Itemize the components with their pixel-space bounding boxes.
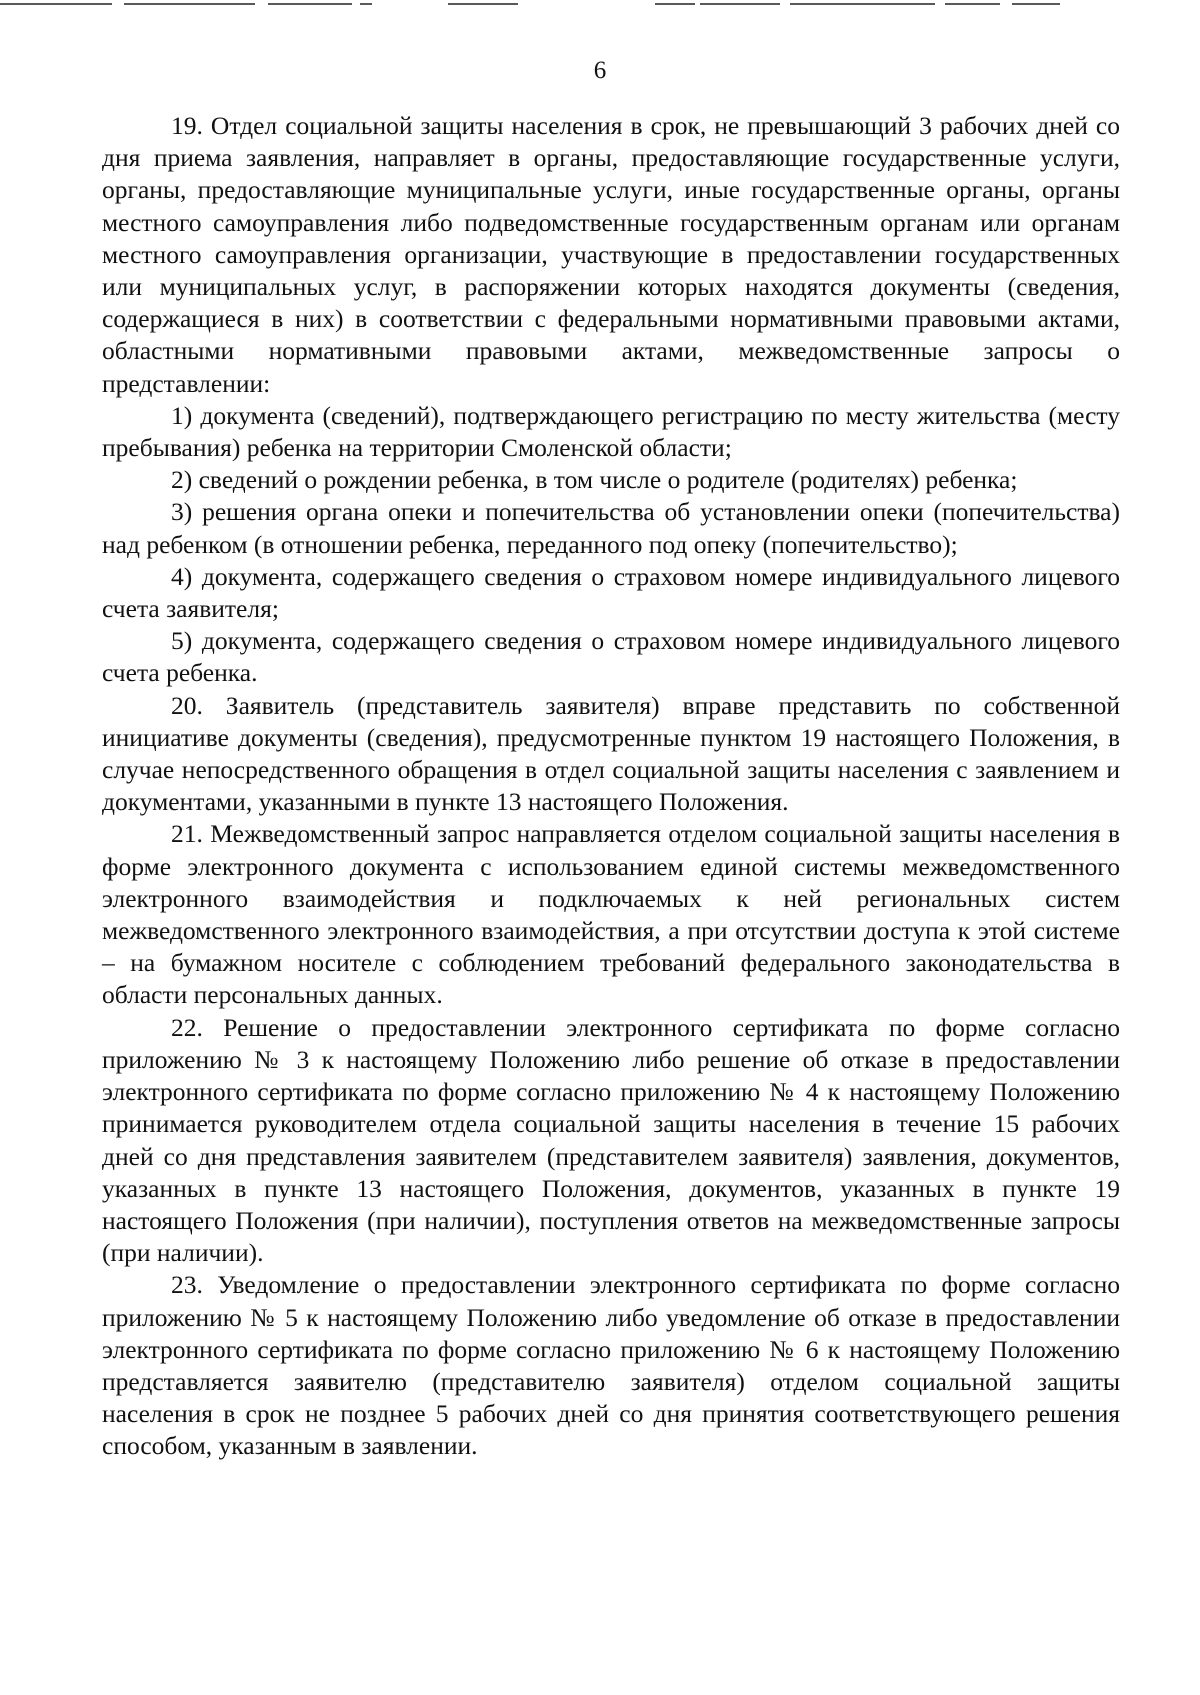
scan-edge-marks [0, 0, 1200, 8]
paragraph-20: 20. Заявитель (представитель заявителя) вправе представить по собственной инициативе документы (сведения), предусмотренные пунктом 19 настоящего Положения, в случае непосредственного обращения в отдел социальной защиты населения с заявлением и документами, указанными в пункте 13 настоящего Положения. [102, 690, 1120, 817]
list-item-1: 1) документа (сведений), подтверждающего регистрацию по месту жительства (месту пребывания) ребенка на территории Смоленской области; [102, 400, 1120, 463]
paragraph-23: 23. Уведомление о предоставлении электронного сертификата по форме согласно приложению № 5 к настоящему Положению либо уведомление об отказе в предоставлении электронного сертификата по форме согласно приложению № 6 к настоящему Положению представляется заявителю (представителю заявителя) отделом социальной защиты населения в срок не позднее 5 рабочих дней со дня принятия соответствующего решения способом, указанным в заявлении. [102, 1270, 1120, 1461]
paragraph-21: 21. Межведомственный запрос направляется отделом социальной защиты населения в форме электронного документа с использованием единой системы межведомственного электронного взаимодействия и подключаемых к ней региональных систем межведомственного электронного взаимодействия, а при отсутствии доступа к этой системе – на бумажном носителе с соблюдением требований федерального законодательства в области персональных данных. [102, 819, 1120, 1010]
list-item-5: 5) документа, содержащего сведения о страховом номере индивидуального лицевого счета ребенка. [102, 626, 1120, 688]
page-number: 6 [593, 57, 607, 84]
list-item-4: 4) документа, содержащего сведения о страховом номере индивидуального лицевого счета заявителя; [102, 561, 1120, 624]
document-body [102, 110, 1120, 1463]
paragraph-19: 19. Отдел социальной защиты населения в срок, не превышающий 3 рабочих дней со дня приема заявления, направляет в органы, предоставляющие государственные услуги, органы, предоставляющие муниципальные услуги, иные государственные органы, органы местного самоуправления либо подведомственные государственным органам или органам местного самоуправления организации, участвующие в предоставлении государственных или муниципальных услуг, в распоряжении которых находятся документы (сведения, содержащиеся в них) в соответствии с федеральными нормативными правовыми актами, областными нормативными правовыми актами, межведомственные запросы о представлении: [102, 111, 1120, 398]
paragraph-22: 22. Решение о предоставлении электронного сертификата по форме согласно приложению № 3 к настоящему Положению либо решение об отказе в предоставлении электронного сертификата по форме согласно приложению № 4 к настоящему Положению принимается руководителем отдела социальной защиты населения в течение 15 рабочих дней со дня представления заявителем (представителем заявителя) заявления, документов, указанных в пункте 13 настоящего Положения, документов, указанных в пункте 19 настоящего Положения (при наличии), поступления ответов на межведомственные запросы (при наличии). [102, 1012, 1120, 1268]
list-item-2: 2) сведений о рождении ребенка, в том числе о родителе (родителях) ребенка; [171, 465, 1018, 495]
list-item-3: 3) решения органа опеки и попечительства об установлении опеки (попечительства) над ребенком (в отношении ребенка, переданного под опеку (попечительство); [102, 497, 1120, 559]
